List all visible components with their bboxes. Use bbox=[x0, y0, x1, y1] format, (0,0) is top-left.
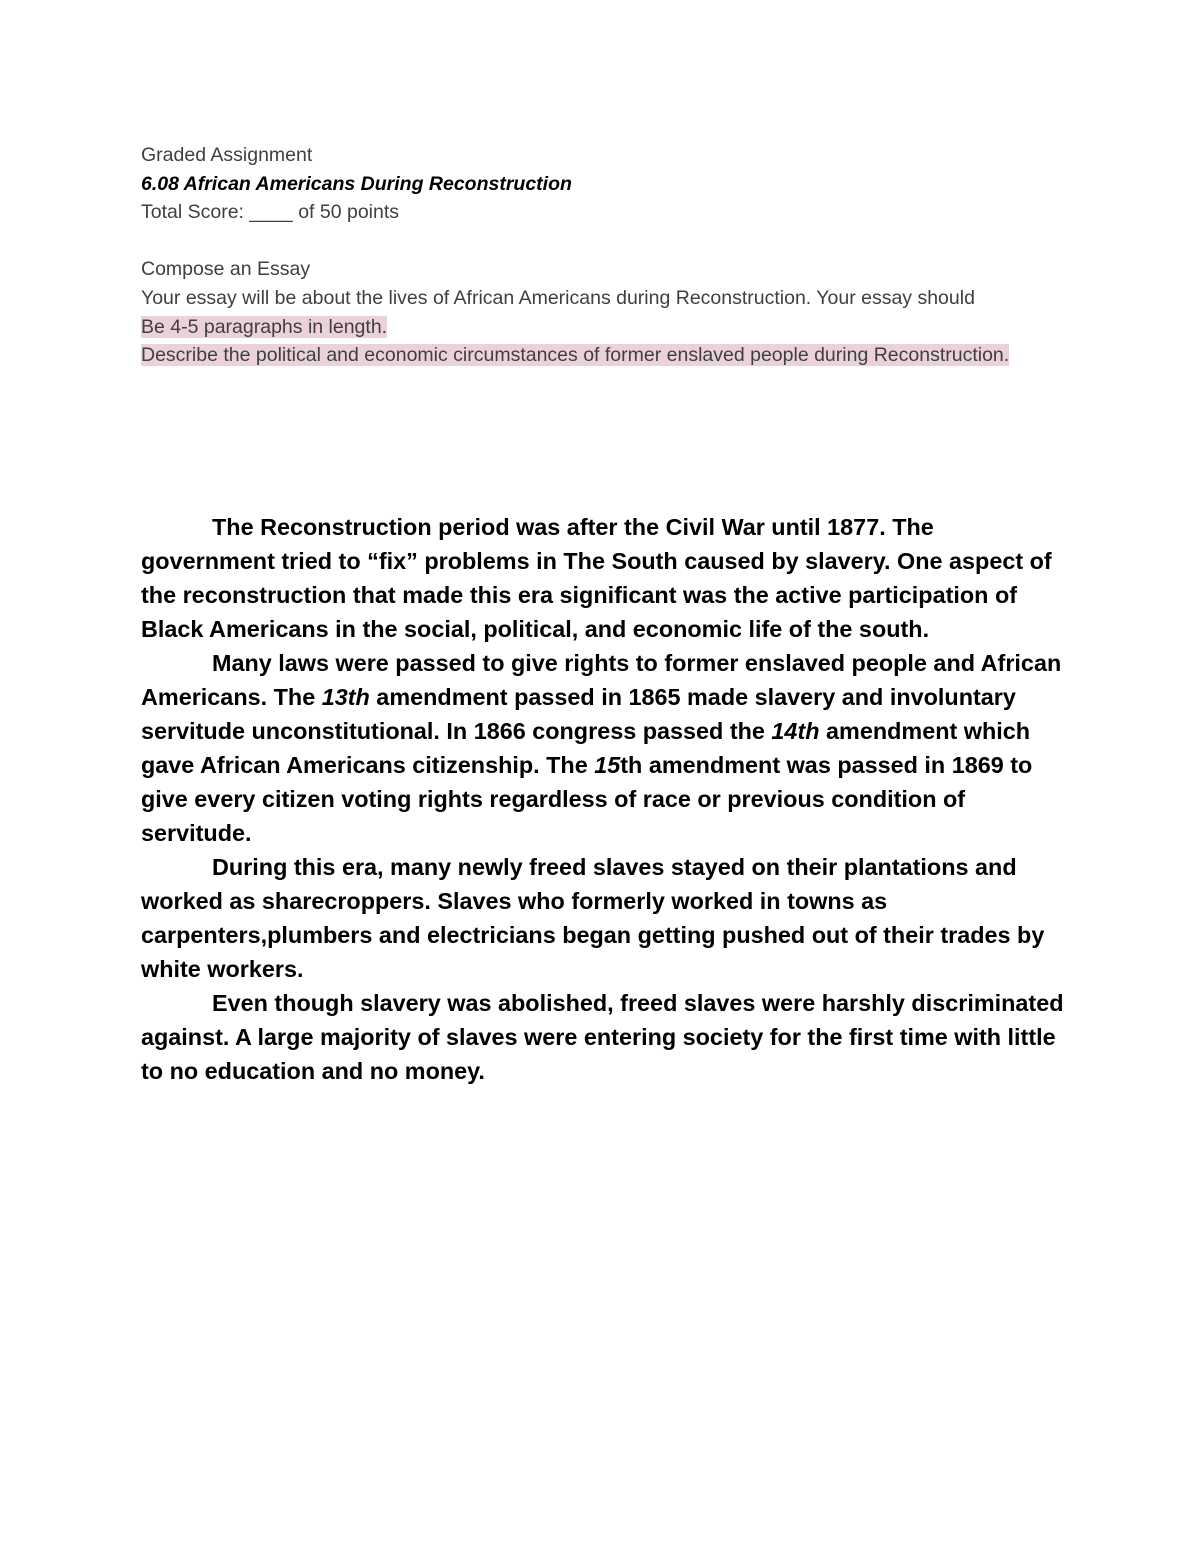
essay-paragraph bbox=[141, 646, 1066, 850]
requirement-item bbox=[141, 313, 1021, 342]
essay-instructions: Your essay will be about the lives of African Americans during Reconstruction. Your essay should bbox=[141, 286, 975, 309]
section-heading: Compose an Essay bbox=[141, 258, 311, 281]
italic-text: 15 bbox=[594, 752, 621, 778]
italic-text: 14th bbox=[771, 718, 820, 744]
text-run: th amendment was passed in 1869 to give every citizen voting rights regardless of race or previous condition of servitude. bbox=[141, 752, 1033, 846]
requirement-highlight: Describe the political and economic circumstances of former enslaved people during Reconstruction. bbox=[141, 344, 1010, 367]
essay-body bbox=[141, 510, 1066, 1088]
italic-text: 13th bbox=[321, 684, 370, 710]
score-prefix: Total Score: bbox=[141, 201, 250, 224]
assignment-label: Graded Assignment bbox=[141, 144, 313, 166]
assignment-title: 6.08 African Americans During Reconstruction bbox=[141, 172, 572, 195]
requirement-item bbox=[141, 341, 1021, 370]
essay-paragraph: During this era, many newly freed slaves stayed on their plantations and worked as sharecroppers. Slaves who formerly worked in towns as carpenters,plumbers and electricians began getting pushed out of their trades by white workers. bbox=[141, 854, 1045, 982]
essay-paragraph: The Reconstruction period was after the Civil War until 1877. The government tried to “fix” problems in The South caused by slavery. One aspect of the reconstruction that made this era significant was the active participation of Black Americans in the social, political, and economic life of the south. bbox=[141, 514, 1052, 642]
score-suffix: of 50 points bbox=[292, 201, 400, 224]
text-run: Many laws were passed to give rights to former enslaved people and African Americans. The bbox=[141, 650, 1062, 710]
score-blank: ____ bbox=[249, 201, 293, 224]
assignment-header bbox=[141, 141, 1021, 370]
essay-paragraph: Even though slavery was abolished, freed slaves were harshly discriminated against. A large majority of slaves were entering society for the first time with little to no education and no money. bbox=[141, 990, 1064, 1084]
text-run: amendment which gave African Americans citizenship. The bbox=[141, 718, 1031, 778]
text-run: amendment passed in 1865 made slavery and involuntary servitude unconstitutional. In 1866 congress passed the bbox=[141, 684, 1016, 744]
header-spacer bbox=[141, 227, 1021, 256]
total-score bbox=[141, 198, 1021, 227]
requirement-highlight: Be 4-5 paragraphs in length. bbox=[141, 315, 388, 338]
